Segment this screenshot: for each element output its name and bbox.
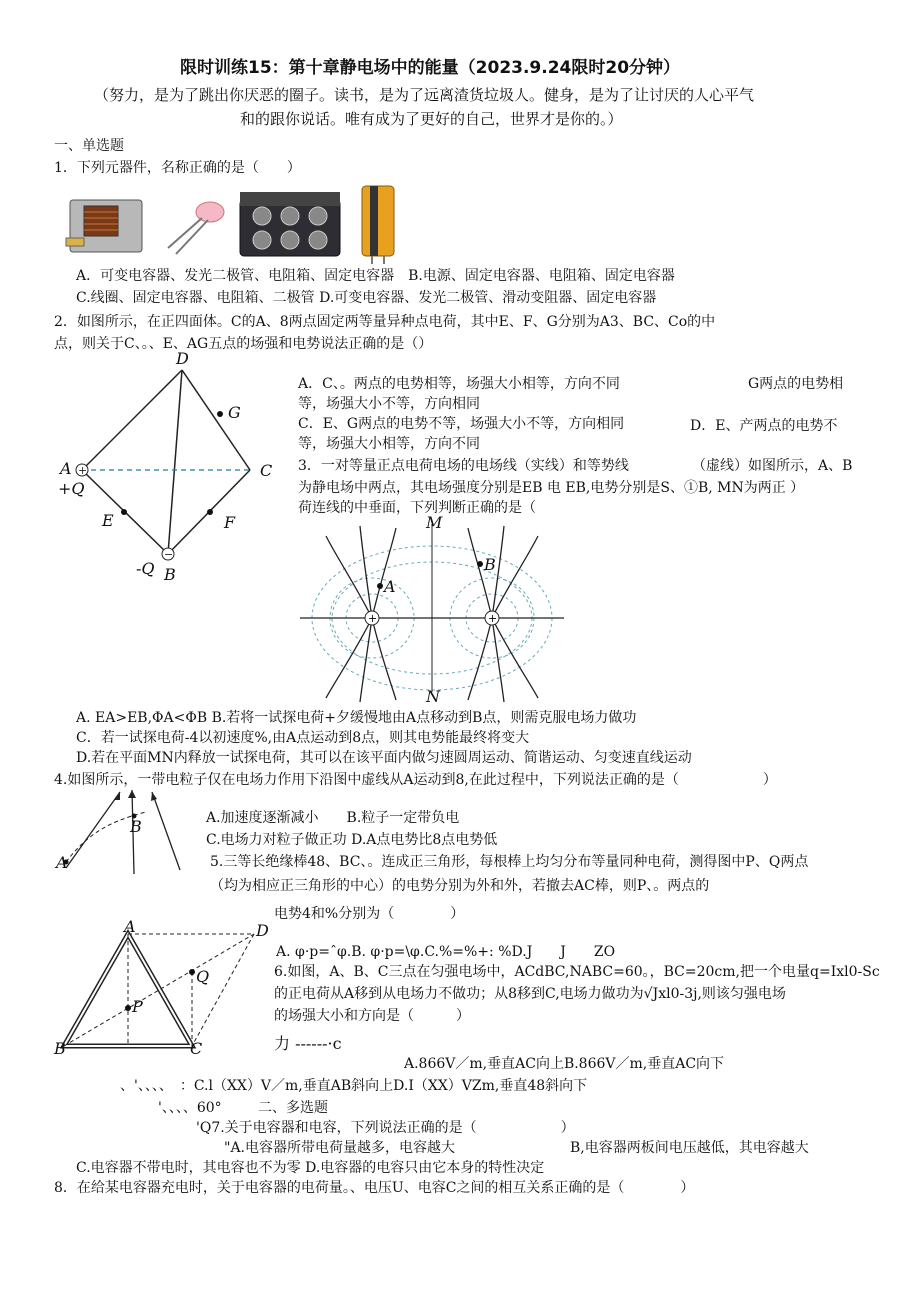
section-single-choice: 一、单选题: [54, 138, 124, 154]
triangle-rods-figure: [50, 917, 270, 1058]
label-a: A: [384, 577, 396, 596]
svg-text:+: +: [78, 464, 88, 477]
motto-line-1: （努力，是为了跳出你厌恶的圈子。读书，是为了远离渣货垃圾人。健身，是为了让讨厌的人心平气: [94, 86, 755, 104]
q4-options-cd: C.电场力对粒子做正功 D.A点电势比8点电势低: [206, 832, 498, 848]
q2-option-c-cont: 等，场强大小相等，方向不同: [298, 436, 480, 452]
q3-stem-line-2: 为静电场中两点，其电场强度分别是EB 电 EB,电势分别是S、①B, MN为两正 ）: [298, 480, 805, 496]
page-title: 限时训练15：第十章静电场中的能量（2023.9.24限时20分钟）: [180, 58, 681, 78]
label-plus-q: +Q: [58, 479, 85, 498]
label-q: Q: [196, 967, 210, 986]
q3-option-c: C．若一试探电荷-4以初速度%,由A点运动到8点，则其电势能最终将变大: [76, 730, 530, 746]
label-b: B: [484, 555, 496, 574]
resistance-box-image: [236, 184, 346, 264]
led-image: [162, 196, 232, 260]
q1-options-ab: A．可变电容器、发光二极管、电阻箱、固定电容器 B.电源、固定电容器、电阻箱、固定电容器: [76, 268, 675, 284]
q7-stem: 'Q7.关于电容器和电容，下列说法正确的是（ ）: [196, 1120, 575, 1136]
svg-text:+: +: [368, 612, 378, 625]
q1-stem: 1．下列元器件，名称正确的是（ ）: [54, 160, 301, 176]
q6-options-cd: 、'、、、、 ：C.l（XX）V／m,垂直AB斜向上D.I（XX）VZm,垂直48斜向下: [120, 1078, 588, 1094]
q5-stem-line-2: （均为相应正三角形的中心）的电势分别为外和外，若撤去AC棒，则P、。两点的: [210, 878, 710, 894]
label-a: A: [60, 459, 72, 478]
q6-figure-fragment: 力 ------·c: [274, 1034, 342, 1053]
q6-stem-line-2: 的正电荷从A移到从电场力不做功；从8移到C,电场力做功为√Jxl0-3j,则该匀强电场: [274, 986, 786, 1002]
q6-stem-line-1: 6.如图，A、B、C三点在匀强电场中，ACdBC,NABC=60。，BC=20cm,把一个电量q=Ixl0-Sc: [274, 964, 880, 980]
q2-option-d: D．E、产两点的电势不: [690, 418, 838, 434]
q7-option-a: "A.电容器所带电荷量越多，电容越大: [224, 1140, 455, 1156]
label-c: C: [260, 461, 273, 480]
variable-capacitor-image: [62, 186, 154, 264]
q5-stem-line-1: 5.三等长绝缘棒48、BC、。连成正三角形，每根棒上均匀分布等量同种电荷，测得图中P、Q两点: [210, 854, 809, 870]
label-b: B: [130, 817, 142, 836]
tetrahedron-figure: [52, 349, 302, 586]
label-f: F: [224, 513, 236, 532]
label-minus-q: -Q: [136, 559, 155, 578]
q3-stem-line-3: 荷连线的中垂面，下列判断正确的是（: [298, 500, 536, 516]
q4-stem: 4.如图所示，一带电粒子仅在电场力作用下沿图中虚线从A运动到8,在此过程中，下列说法正确的是（ ）: [54, 772, 777, 788]
q1-options-cd: C.线圈、固定电容器、电阻箱、二极管 D.可变电容器、发光二极管、滑动变阻器、固定电容器: [76, 290, 657, 306]
label-e: E: [102, 511, 114, 530]
q2-option-b-tail: G两点的电势相: [748, 376, 844, 392]
label-b: B: [164, 565, 176, 584]
q4-options-ab: A.加速度逐渐减小 B.粒子一定带负电: [206, 810, 460, 826]
label-c: C: [190, 1039, 203, 1058]
q5-stem-line-3: 电势4和%分别为（ ）: [274, 906, 465, 922]
q5-options: A. φ·p=ˆφ.B. φ·p=\φ.C.%=%+: %D.J J ZO: [276, 944, 616, 960]
q3-options-ab: A. EA>EB,ΦA<ΦB B.若将一试探电荷+夕缓慢地由A点移动到B点，则需克服电场力做功: [76, 710, 637, 726]
label-a: A: [124, 917, 136, 936]
q2-stem-line-2: 点，则关于C、。、E、AG五点的场强和电势说法正确的是（）: [54, 336, 433, 352]
q3-option-d: D.若在平面MN内释放一试探电荷，其可以在该平面内做匀速圆周运动、简谐运动、匀变速直线运动: [76, 750, 692, 766]
q2-option-a-cont: 等，场强大小不等，方向相同: [298, 396, 480, 412]
q7-options-cd: C.电容器不带电时，其电容也不为零 D.电容器的电容只由它本身的特性决定: [76, 1160, 545, 1176]
q6-stem-line-3: 的场强大小和方向是（ ）: [274, 1008, 470, 1024]
label-d: D: [176, 349, 189, 368]
q8-stem: 8．在给某电容器充电时，关于电容器的电荷量。、电压U、电容C之间的相互关系正确的是（ ）: [54, 1180, 695, 1196]
q3-stem-line-1b: （虚线）如图所示，A、B: [692, 458, 853, 474]
label-d: D: [256, 921, 269, 940]
fixed-capacitor-image: [356, 182, 400, 264]
label-a: A: [56, 853, 68, 872]
field-lines-figure: [296, 513, 568, 706]
q6-options-ab: A.866V／m,垂直AC向上B.866V／m,垂直AC向下: [404, 1056, 725, 1072]
q7-option-b: B,电容器两板间电压越低，其电容越大: [570, 1140, 809, 1156]
q2-stem-line-1: 2．如图所示，在正四面体。C的A、8两点固定两等量异种点电荷，其中E、F、G分别为A3、BC、Co的中: [54, 314, 716, 330]
q6-figure-scrap: '、、、、60°: [158, 1100, 222, 1116]
q2-option-c: C．E、G两点的电势不等，场强大小不等，方向相同: [298, 416, 625, 432]
svg-text:+: +: [488, 612, 498, 625]
q3-stem-line-1a: 3．一对等量正点电荷电场的电场线（实线）和等势线: [298, 458, 629, 474]
label-m: M: [426, 513, 443, 532]
svg-text:−: −: [164, 548, 174, 561]
label-g: G: [228, 403, 241, 422]
label-b: B: [54, 1039, 66, 1058]
motto-line-2: 和的跟你说话。唯有成为了更好的自己，世界才是你的。）: [240, 110, 623, 128]
trajectory-figure: [56, 786, 186, 882]
label-n: N: [426, 687, 440, 706]
label-p: P: [132, 997, 143, 1016]
q2-option-a: A．C、。两点的电势相等，场强大小相等，方向不同: [298, 376, 620, 392]
section-multiple-choice: 二、多选题: [258, 1100, 328, 1116]
